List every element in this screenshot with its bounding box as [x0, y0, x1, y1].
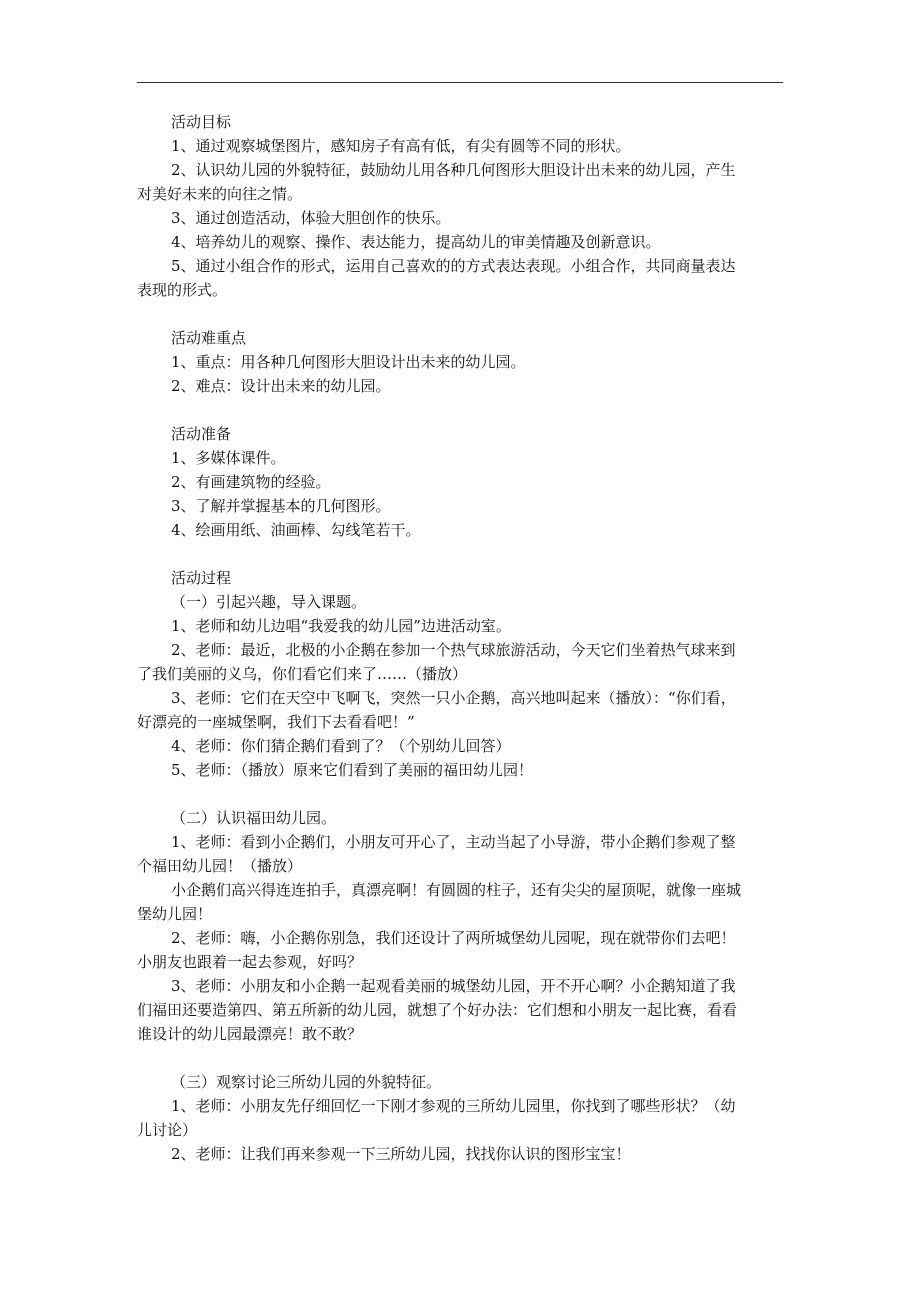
paragraph-line: 4、培养幼儿的观察、操作、表达能力，提高幼儿的审美情趣及创新意识。 — [171, 233, 661, 251]
paragraph-line: （一）引起兴趣，导入课题。 — [171, 593, 367, 611]
paragraph-line: 5、通过小组合作的形式，运用自己喜欢的的方式表达表现。小组合作，共同商量表达 — [171, 257, 736, 275]
paragraph-line: 2、老师：最近，北极的小企鹅在参加一个热气球旅游活动，今天它们坐着热气球来到 — [171, 641, 736, 659]
paragraph-line: 2、老师：嗨，小企鹅你别急，我们还设计了两所城堡幼儿园呢，现在就带你们去吧！ — [171, 929, 736, 947]
paragraph-line: 2、难点：设计出未来的幼儿园。 — [171, 377, 391, 395]
paragraph-line: 1、老师：小朋友先仔细回忆一下刚才参观的三所幼儿园里，你找到了哪些形状？（幼 — [171, 1097, 736, 1115]
paragraph-line: 3、了解并掌握基本的几何图形。 — [171, 497, 391, 515]
paragraph-line: 对美好未来的向往之情。 — [137, 185, 303, 203]
paragraph-line: 5、老师：（播放）原来它们看到了美丽的福田幼儿园！ — [171, 761, 534, 779]
document-body — [137, 110, 783, 1166]
paragraph-line: 1、重点：用各种几何图形大胆设计出未来的幼儿园。 — [171, 353, 526, 371]
paragraph-line: 1、多媒体课件。 — [171, 449, 286, 467]
paragraph-line: 1、老师：看到小企鹅们，小朋友可开心了，主动当起了小导游，带小企鹅们参观了整 — [171, 833, 736, 851]
section-know-kindergarten — [137, 806, 783, 1046]
paragraph-line: 2、认识幼儿园的外貌特征，鼓励幼儿用各种几何图形大胆设计出未来的幼儿园，产生 — [171, 161, 736, 179]
section-goals — [137, 110, 783, 302]
paragraph-line: 们福田还要造第四、第五所新的幼儿园，就想了个好办法：它们想和小朋友一起比赛，看看 — [137, 1001, 738, 1019]
paragraph-line: 了我们美丽的义乌，你们看它们来了……（播放） — [137, 665, 468, 683]
paragraph-line: 堡幼儿园！ — [137, 905, 213, 923]
paragraph-line: 4、绘画用纸、油画棒、勾线笔若干。 — [171, 521, 421, 539]
section-heading: 活动过程 — [171, 569, 232, 587]
paragraph-line: 儿讨论） — [137, 1121, 198, 1139]
paragraph-line: 2、有画建筑物的经验。 — [171, 473, 331, 491]
paragraph-line: 3、通过创造活动，体验大胆创作的快乐。 — [171, 209, 451, 227]
paragraph-line: 3、老师：小朋友和小企鹅一起观看美丽的城堡幼儿园，开不开心啊？小企鹅知道了我 — [171, 977, 736, 995]
section-process — [137, 566, 783, 782]
paragraph-line: 4、老师：你们猜企鹅们看到了？（个别幼儿回答） — [171, 737, 511, 755]
paragraph-line: 2、老师：让我们再来参观一下三所幼儿园，找找你认识的图形宝宝！ — [171, 1145, 631, 1163]
section-observe-discuss — [137, 1070, 783, 1166]
paragraph-line: 1、通过观察城堡图片，感知房子有高有低，有尖有圆等不同的形状。 — [171, 137, 631, 155]
paragraph-line: 个福田幼儿园！（播放） — [137, 857, 303, 875]
paragraph-line: 3、老师：它们在天空中飞啊飞，突然一只小企鹅，高兴地叫起来（播放）：“你们看， — [171, 689, 736, 707]
paragraph-line: 好漂亮的一座城堡啊，我们下去看看吧！” — [137, 713, 415, 731]
header-rule — [137, 82, 783, 83]
section-heading: 活动准备 — [171, 425, 232, 443]
paragraph-line: 小朋友也跟着一起去参观，好吗？ — [137, 953, 363, 971]
section-key-points — [137, 326, 783, 398]
section-heading: 活动目标 — [171, 113, 232, 131]
paragraph-line: 表现的形式。 — [137, 281, 228, 299]
section-heading: 活动难重点 — [171, 329, 247, 347]
section-preparation — [137, 422, 783, 542]
paragraph-line: 1、老师和幼儿边唱“我爱我的幼儿园”边进活动室。 — [171, 617, 511, 635]
section-heading: （二）认识福田幼儿园。 — [171, 809, 337, 827]
paragraph-line: 谁设计的幼儿园最漂亮！敢不敢？ — [137, 1025, 363, 1043]
section-heading: （三）观察讨论三所幼儿园的外貌特征。 — [171, 1073, 442, 1091]
paragraph-line: 小企鹅们高兴得连连拍手，真漂亮啊！有圆圆的柱子，还有尖尖的屋顶呢，就像一座城 — [171, 881, 742, 899]
